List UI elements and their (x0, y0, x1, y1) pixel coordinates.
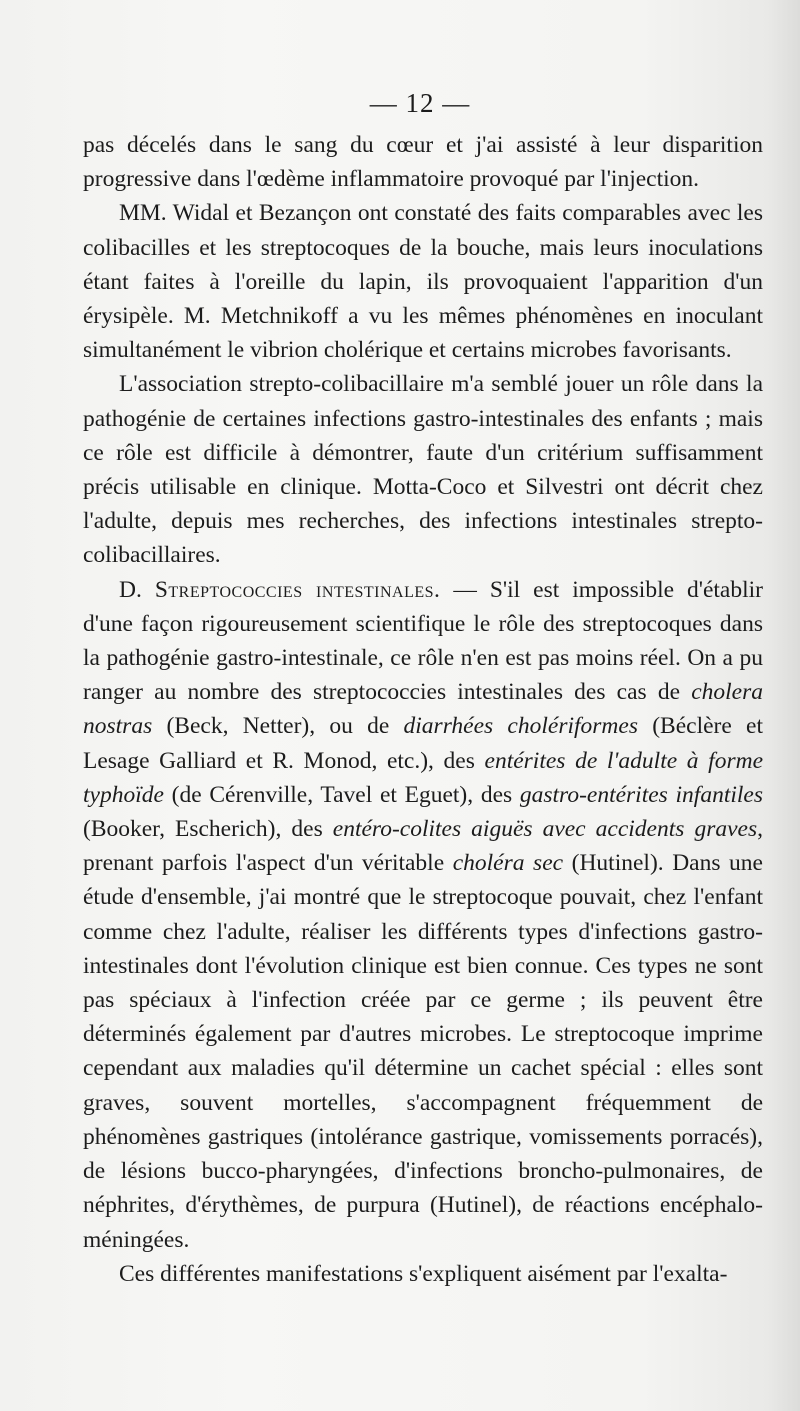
italic-term: entérites de l'adulte à forme typhoïde (83, 747, 764, 808)
paragraph-2: MM. Widal et Bezançon ont constaté des faits comparables avec les colibacilles et les streptocoques de la bouche, mais leurs inoculations étant faites à l'oreille du lapin, ils provoquaient l'apparition d'un érysipèle. M. Metchnikoff a vu les mêmes phénomènes en inoculant simultanément le vibrion cholérique et certains microbes favorisants. (83, 200, 763, 364)
paragraph-4 (83, 573, 763, 1257)
italic-term: cholera nostras (83, 679, 763, 740)
text-segment: — S'il est impossible d'établir d'une façon rigoureusement scientifique le rôle des streptocoques dans la pathogénie gastro-intestinale, ce rôle n'en est pas moins réel. On a pu ranger au nombre des streptococcies intestinales des cas de (83, 576, 763, 706)
paragraph-5: Ces différentes manifestations s'expliquent aisément par l'exalta- (119, 1260, 728, 1287)
text-segment: (Béclère et Lesage Galliard et R. Monod, etc.), des (83, 713, 763, 774)
italic-term: entéro-colites aiguës avec accidents graves (332, 816, 758, 843)
text-segment: , prenant parfois l'aspect d'un véritable (83, 816, 763, 877)
italic-term: diarrhées cholériformes (403, 713, 638, 740)
text-segment: (Booker, Escherich), des (83, 816, 333, 843)
italic-term: gastro-entérites infantiles (519, 781, 763, 808)
paragraph-3: L'association strepto-colibacillaire m'a semblé jouer un rôle dans la pathogénie de certaines infections gastro-intestinales des enfants ; mais ce rôle est difficile à démontrer, faute d'un critérium suffisamment précis utilisable en clinique. Motta-Coco et Silvestri ont décrit chez l'adulte, depuis mes recherches, des infections intestinales strepto-colibacillaires. (83, 371, 763, 569)
page-number: — 12 — (369, 88, 471, 118)
body-text (83, 128, 763, 1291)
text-segment: (Hutinel). Dans une étude d'ensemble, j'ai montré que le streptocoque pouvait, chez l'enfant comme chez l'adulte, réaliser les différents types d'infections gastro-intestinales dont l'évolution clinique est bien connue. Ces types ne sont pas spéciaux à l'infection créée par ce germe ; ils peuvent être déterminés également par d'autres microbes. Le streptocoque imprime cependant aux maladies qu'il détermine un cachet spécial : elles sont graves, souvent mortelles, s'accompagnent fréquemment de phénomènes gastriques (intolérance gastrique, vomissements porracés), de lésions bucco-pharyngées, d'infections broncho-pulmonaires, de néphrites, d'érythèmes, de purpura (Hutinel), de réactions encéphalo-méningées. (83, 850, 763, 1253)
section-letter: D. (119, 576, 155, 603)
text-segment: (Beck, Netter), ou de (152, 713, 404, 740)
text-segment: (de Cérenville, Tavel et Eguet), des (163, 781, 520, 808)
italic-term: choléra sec (452, 850, 564, 877)
paragraph-1: pas décelés dans le sang du cœur et j'ai assisté à leur disparition progressive dans l'œdème inflammatoire provoqué par l'injection. (83, 132, 763, 193)
section-heading: Streptococcies intestinales. (154, 576, 441, 603)
